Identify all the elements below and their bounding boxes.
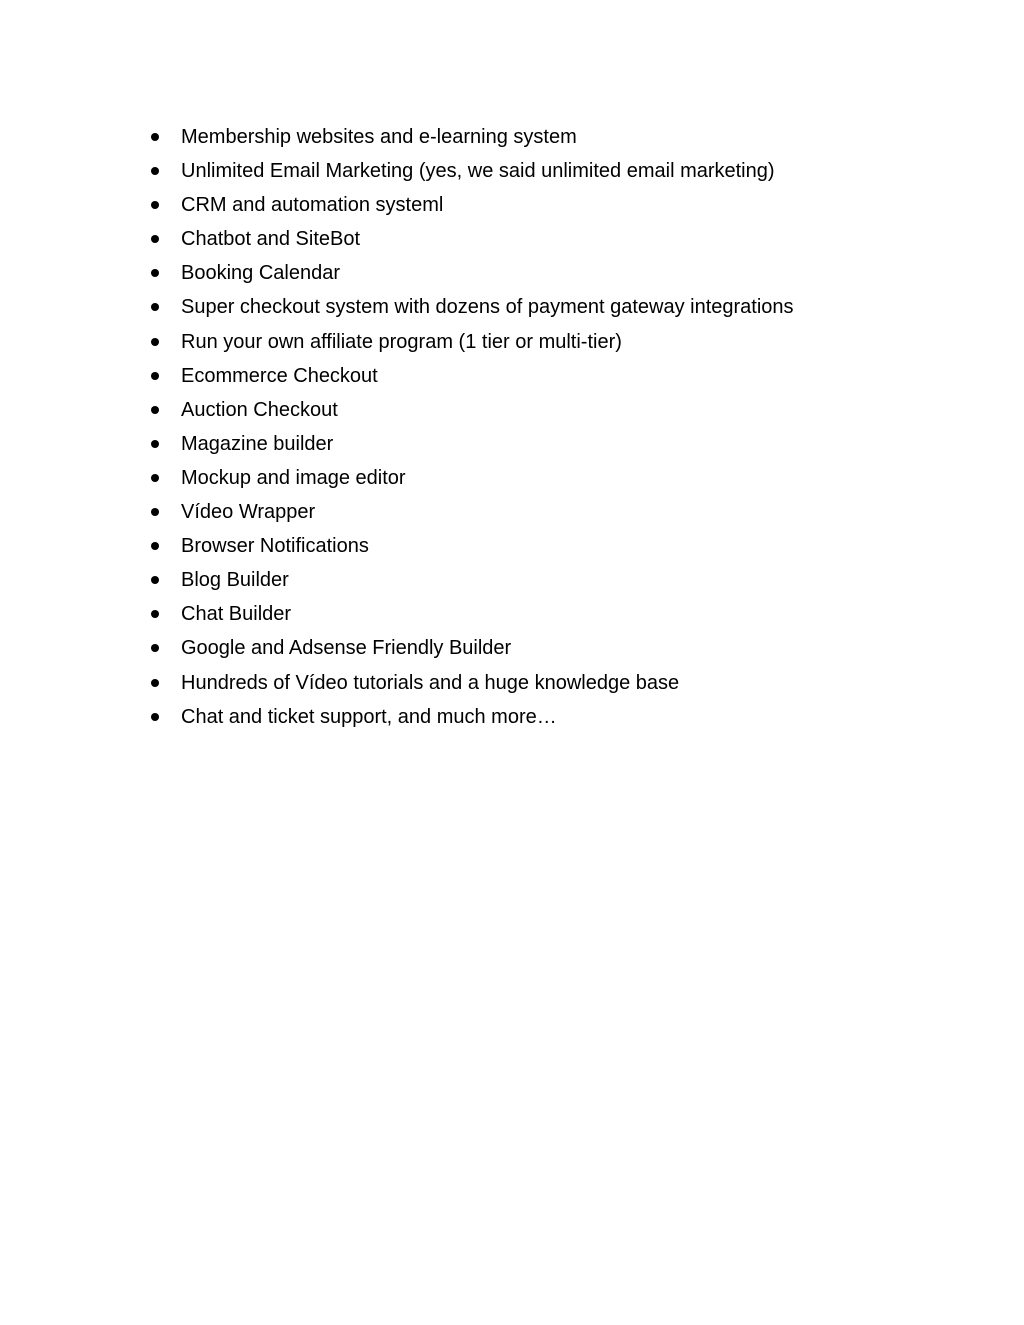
- bullet-icon: [151, 576, 159, 584]
- list-item-text: Hundreds of Vídeo tutorials and a huge knowledge base: [181, 671, 680, 694]
- list-item-text: Run your own affiliate program (1 tier or multi-tier): [181, 330, 622, 353]
- bullet-icon: [151, 508, 159, 516]
- list-item: [150, 359, 910, 393]
- list-item: [150, 393, 910, 427]
- list-item-text: Auction Checkout: [181, 398, 338, 421]
- bullet-icon: [151, 338, 159, 346]
- list-item-text: Vídeo Wrapper: [181, 501, 316, 524]
- bullet-icon: [151, 406, 159, 414]
- bullet-icon: [151, 303, 159, 311]
- bullet-icon: [151, 644, 159, 652]
- bullet-icon: [151, 235, 159, 243]
- list-item: [150, 154, 910, 188]
- list-item: [150, 666, 910, 700]
- list-item: [150, 495, 910, 529]
- list-item-text: Membership websites and e-learning system: [181, 126, 577, 148]
- bullet-icon: [151, 133, 159, 141]
- list-item: [150, 325, 910, 359]
- bullet-icon: [151, 167, 159, 175]
- list-item: [150, 256, 910, 290]
- list-item-text: Mockup and image editor: [181, 466, 406, 489]
- list-item-text: Super checkout system with dozens of payment gateway integrations: [181, 296, 794, 319]
- list-item: [150, 290, 910, 324]
- list-item: [150, 427, 910, 461]
- bullet-icon: [151, 474, 159, 482]
- list-item-text: CRM and automation systeml: [181, 194, 444, 217]
- bullet-icon: [151, 542, 159, 550]
- list-item: [150, 461, 910, 495]
- bullet-icon: [151, 269, 159, 277]
- feature-bullet-list: [150, 120, 910, 734]
- list-item-text: Booking Calendar: [181, 262, 340, 285]
- list-item-text: Google and Adsense Friendly Builder: [181, 637, 512, 660]
- list-item-text: Blog Builder: [181, 569, 289, 592]
- list-item: [150, 529, 910, 563]
- bullet-icon: [151, 713, 159, 721]
- bullet-icon: [151, 372, 159, 380]
- list-item: [150, 631, 910, 665]
- list-item-text: Ecommerce Checkout: [181, 364, 378, 387]
- list-item: [150, 563, 910, 597]
- list-item-text: Chat Builder: [181, 603, 292, 626]
- list-item-text: Magazine builder: [181, 432, 334, 455]
- list-item-text: Browser Notifications: [181, 535, 369, 558]
- list-item-text: Chat and ticket support, and much more…: [181, 705, 557, 728]
- list-item: [150, 700, 910, 734]
- bullet-icon: [151, 201, 159, 209]
- list-item: [150, 188, 910, 222]
- list-item-text: Chatbot and SiteBot: [181, 228, 361, 251]
- list-item: [150, 597, 910, 631]
- bullet-icon: [151, 610, 159, 618]
- list-item: [150, 222, 910, 256]
- bullet-icon: [151, 440, 159, 448]
- bullet-icon: [151, 679, 159, 687]
- list-item: [150, 120, 910, 154]
- list-item-text: Unlimited Email Marketing (yes, we said unlimited email marketing): [181, 160, 775, 183]
